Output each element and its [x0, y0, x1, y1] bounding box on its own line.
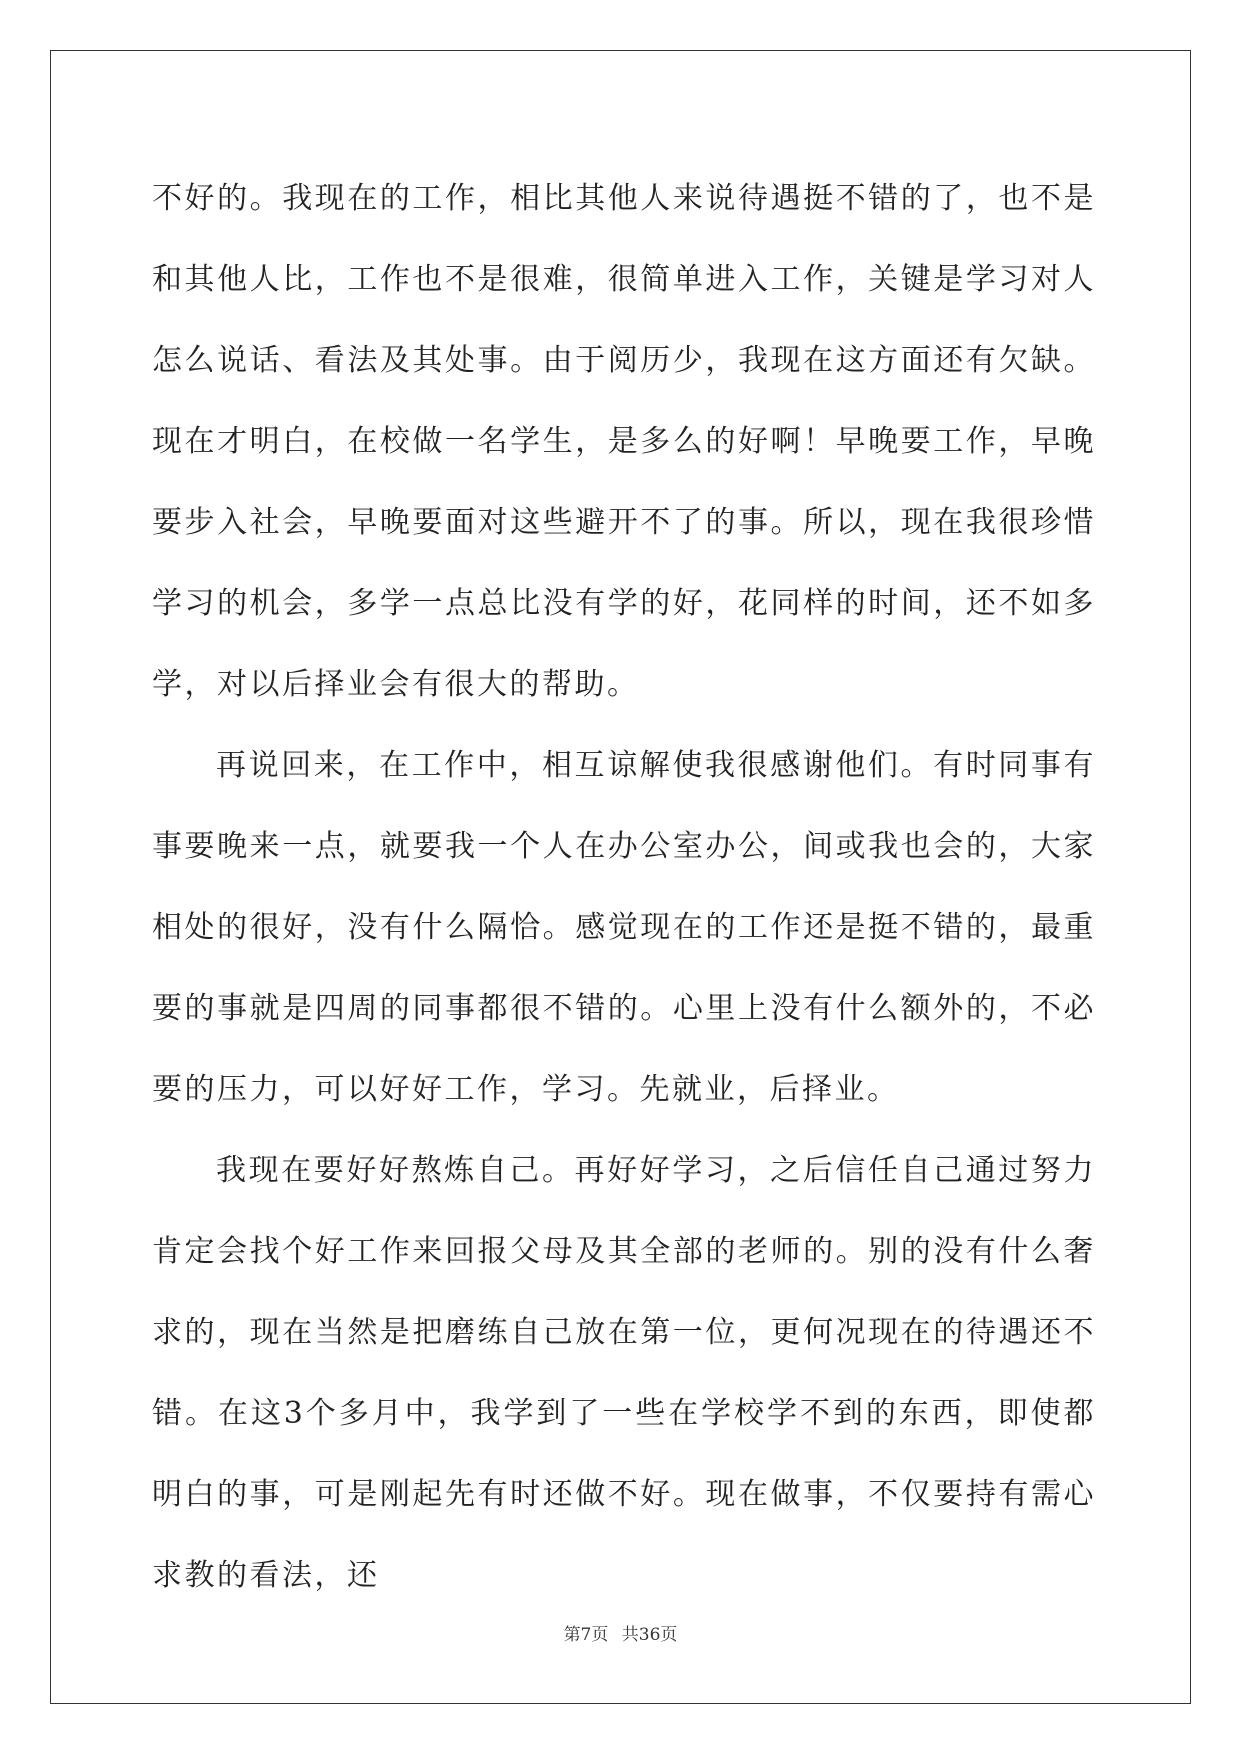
page-number: 第7页 [563, 1625, 609, 1645]
document-body [152, 158, 1096, 1616]
paragraph-3: 我现在要好好熬炼自己。再好好学习，之后信任自己通过努力肯定会找个好工作来回报父母及其全部的老师的。别的没有什么奢求的，现在当然是把磨练自己放在第一位，更何况现在的待遇还不错。在这3个多月中，我学到了一些在学校学不到的东西，即使都明白的事，可是刚起先有时还做不好。现在做事，不仅要持有需心求教的看法，还 [152, 1153, 1096, 1593]
paragraph-2: 再说回来，在工作中，相互谅解使我很感谢他们。有时同事有事要晚来一点，就要我一个人在办公室办公，间或我也会的，大家相处的很好，没有什么隔恰。感觉现在的工作还是挺不错的，最重要的事就是四周的同事都很不错的。心里上没有什么额外的，不必要的压力，可以好好工作，学习。先就业，后择业。 [152, 748, 1096, 1107]
paragraph-1: 不好的。我现在的工作，相比其他人来说待遇挺不错的了，也不是和其他人比，工作也不是很难，很简单进入工作，关键是学习对人怎么说话、看法及其处事。由于阅历少，我现在这方面还有欠缺。现在才明白，在校做一名学生，是多么的好啊！早晚要工作，早晚要步入社会，早晚要面对这些避开不了的事。所以，现在我很珍惜学习的机会，多学一点总比没有学的好，花同样的时间，还不如多学，对以后择业会有很大的帮助。 [152, 181, 1096, 702]
total-pages: 共36页 [621, 1625, 678, 1645]
page-footer [0, 1620, 1241, 1645]
